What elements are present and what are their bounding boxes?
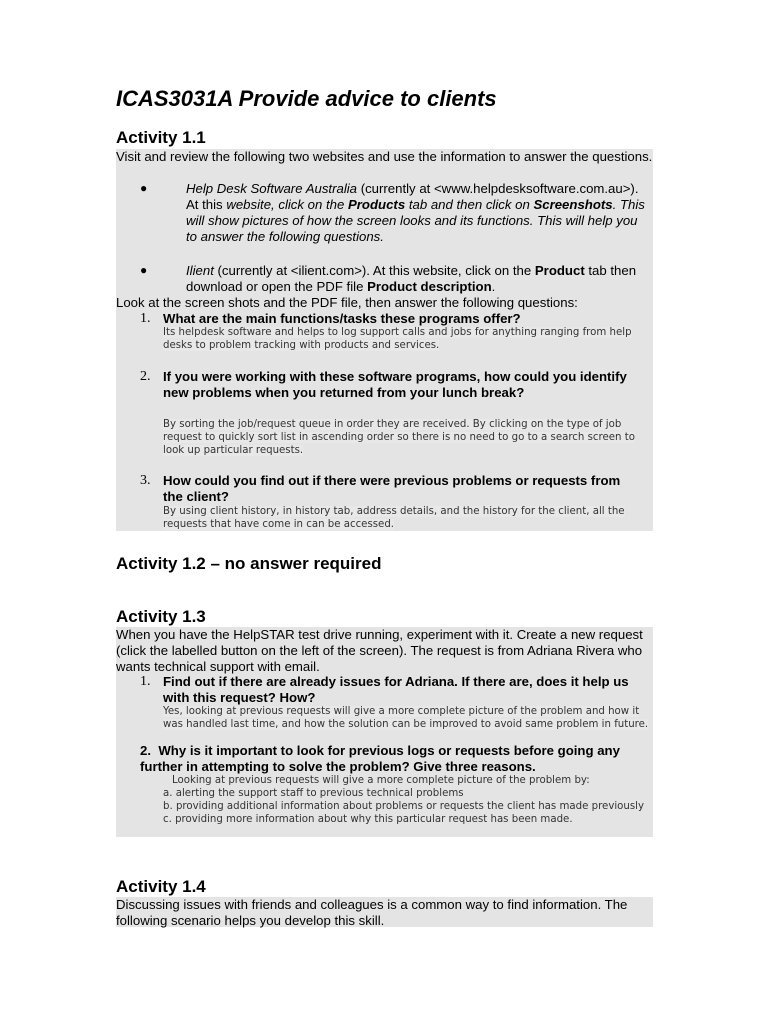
activity-1-4-intro: Discussing issues with friends and colleagues is a common way to find information. The following scenario helps you develop this skill. bbox=[116, 897, 628, 928]
activity-1-3-intro: When you have the HelpSTAR test drive running, experiment with it. Create a new request (click the labelled button on the left of the screen). The request is from Adriana Rivera who wants technical support with email. bbox=[116, 627, 643, 674]
question-1-3-2 bbox=[140, 743, 640, 775]
question-number: 2. bbox=[140, 743, 151, 758]
question-number: 3. bbox=[140, 473, 151, 488]
ilient-site-name: Ilient bbox=[186, 263, 214, 278]
answer-line: c. providing more information about why this particular request has been made. bbox=[163, 814, 573, 825]
bullet1-text2: website, click on the bbox=[226, 197, 348, 212]
answer-1-1-3 bbox=[163, 505, 650, 531]
bullet-dot-icon: ● bbox=[140, 181, 148, 195]
answer-line: b. providing additional information about problems or requests the client has made previously bbox=[163, 801, 645, 812]
product-tab-label: Product bbox=[534, 263, 585, 278]
bullet-ilient bbox=[186, 263, 646, 295]
answer-1-3-2 bbox=[163, 774, 653, 826]
question-1-3-1: Find out if there are already issues for Adriana. If there are, does it help us with this request? How? bbox=[163, 674, 629, 705]
answer-1-3-1 bbox=[163, 705, 650, 731]
activity-1-2-heading: Activity 1.2 – no answer required bbox=[116, 554, 382, 573]
answer-text: Yes, looking at previous requests will give a more complete picture of the problem and how it was handled last time, and how the solution can be improved to avoid same problem in future. bbox=[163, 706, 649, 730]
question-number: 1. bbox=[140, 311, 151, 326]
answer-1-1-2 bbox=[163, 418, 650, 457]
question-number: 1. bbox=[140, 674, 151, 689]
bullet1-text1: (currently at <www.helpdesksoftware.com.au>). At this bbox=[186, 181, 639, 212]
activity-1-3-heading: Activity 1.3 bbox=[116, 607, 206, 626]
answer-text: By using client history, in history tab, address details, and the history for the client, all the requests that have come in can be accessed. bbox=[163, 506, 625, 530]
screenshots-label: Screenshots bbox=[533, 197, 613, 212]
activity-1-1-lead: Look at the screen shots and the PDF file, then answer the following questions: bbox=[116, 295, 578, 310]
activity-1-1-intro: Visit and review the following two websites and use the information to answer the questions. bbox=[116, 149, 653, 164]
bullet-helpdesk-australia bbox=[186, 181, 646, 245]
bullet2-text3: . bbox=[491, 279, 496, 294]
answer-1-1-1 bbox=[163, 326, 650, 352]
question-1-1-2: If you were working with these software programs, how could you identify new problems when you returned from your lunch break? bbox=[163, 369, 627, 400]
products-tab-label: Products bbox=[348, 197, 406, 212]
bullet2-text1: (currently at <ilient.com>). At this website, click on the bbox=[213, 263, 535, 278]
answer-line: a. alerting the support staff to previous technical problems bbox=[163, 788, 464, 799]
bullet2-text2: tab then download or open the PDF file bbox=[186, 263, 637, 294]
question-1-1-1: What are the main functions/tasks these programs offer? bbox=[163, 311, 521, 326]
question-text: Why is it important to look for previous logs or requests before going any further in attempting to solve the problem? Give three reasons. bbox=[140, 743, 620, 774]
answer-text: Its helpdesk software and helps to log support calls and jobs for anything ranging from help desks to problem tracking with products and services. bbox=[163, 327, 632, 351]
product-description-label: Product description bbox=[367, 279, 492, 294]
activity-1-1-heading: Activity 1.1 bbox=[116, 128, 206, 147]
answer-line: Looking at previous requests will give a more complete picture of the problem by: bbox=[172, 775, 590, 786]
activity-1-4-heading: Activity 1.4 bbox=[116, 877, 206, 896]
bullet-dot-icon: ● bbox=[140, 263, 148, 277]
question-1-1-3: How could you find out if there were previous problems or requests from the client? bbox=[163, 473, 621, 504]
bullet1-text4: . This will show pictures of how the screen looks and its functions. This will help you to answer the following questions. bbox=[186, 197, 645, 244]
page-title: ICAS3031A Provide advice to clients bbox=[116, 86, 497, 111]
bullet1-text3: tab and then click on bbox=[405, 197, 534, 212]
question-number: 2. bbox=[140, 369, 151, 384]
answer-text: By sorting the job/request queue in order they are received. By clicking on the type of job request to quickly sort list in ascending order so there is no need to go to a search screen to look up particular requests. bbox=[163, 419, 635, 456]
helpdesk-site-name: Help Desk Software Australia bbox=[186, 181, 358, 196]
